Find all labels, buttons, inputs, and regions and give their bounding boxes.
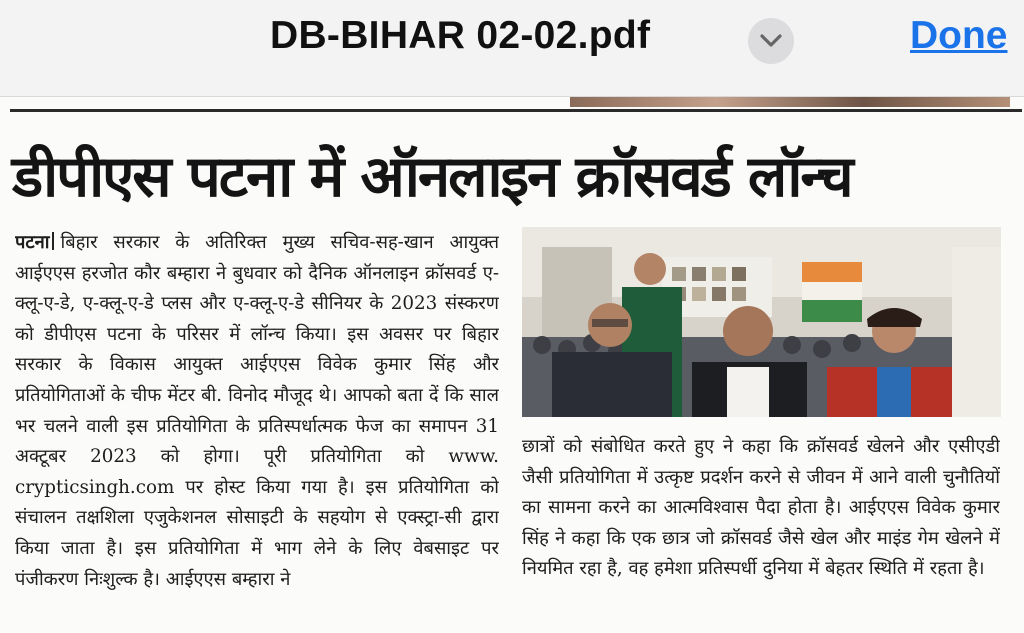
newspaper-page[interactable] [0, 97, 1024, 633]
title-menu-button[interactable] [748, 18, 794, 64]
document-title: DB-BIHAR 02-02.pdf [270, 14, 651, 57]
event-photo-illustration [522, 227, 1001, 417]
dateline: पटना [15, 232, 50, 253]
article-headline: डीपीएस पटना में ऑनलाइन क्रॉसवर्ड लॉन्च [12, 144, 852, 210]
viewer-toolbar [0, 0, 1024, 97]
article-body-left [15, 228, 499, 628]
article-body-right: छात्रों को संबोधित करते हुए ने कहा कि क्रॉसवर्ड खेलने और एसीएडी जैसी प्रतियोगिता में उत्कृष्ट प्रदर्शन करने से जीवन में आने वाली चुनौतियों का सामना करने का आत्मविश्वास पैदा होता है। आईएएस विवेक कुमार सिंह ने कहा कि एक छात्र जो क्रॉसवर्ड जैसे खेल और माइंड गेम खेलने में नियमित रहा है, वह हमेशा प्रतिस्पर्धी दुनिया में बेहतर स्थिति में रहता है। [522, 436, 1000, 580]
body-left-text: बिहार सरकार के अतिरिक्त मुख्य सचिव-सह-खान आयुक्त आईएएस हरजोत कौर बम्हारा ने बुधवार को दैनिक ऑनलाइन क्रॉसवर्ड ए-क्लू-ए-डे, ए-क्लू-ए-डे प्लस और ए-क्लू-ए-डे सीनियर के 2023 संस्करण को डीपीएस पटना के परिसर में लॉन्च किया। इस अवसर पर बिहार सरकार के विकास आयुक्त आईएएस विवेक कुमार सिंह और प्रतियोगिताओं के चीफ मेंटर बी. विनोद मौजूद थे। आपको बता दें कि साल भर चलने वाली इस प्रतियोगिता के प्रतिस्पर्धात्मक फेज का समापन 31 अक्टूबर 2023 को होगा। पूरी प्रतियोगिता को www. crypticsingh.com पर होस्ट किया गया है। इस प्रतियोगिता को संचालन तक्षशिला एजुकेशनल सोसाइटी के सहयोग से एक्स्ट्रा-सी द्वारा किया जाता है। इस प्रतियोगिता में भाग लेने के लिए वेबसाइट पर पंजीकरण निःशुल्क है। आईएएस बम्हारा ने [15, 232, 499, 590]
top-photo-strip [570, 97, 1010, 107]
dateline-divider [52, 232, 54, 250]
event-photo [522, 227, 1001, 417]
chevron-down-icon [760, 34, 782, 48]
top-rule [10, 109, 1022, 112]
done-button[interactable]: Done [910, 14, 1008, 57]
